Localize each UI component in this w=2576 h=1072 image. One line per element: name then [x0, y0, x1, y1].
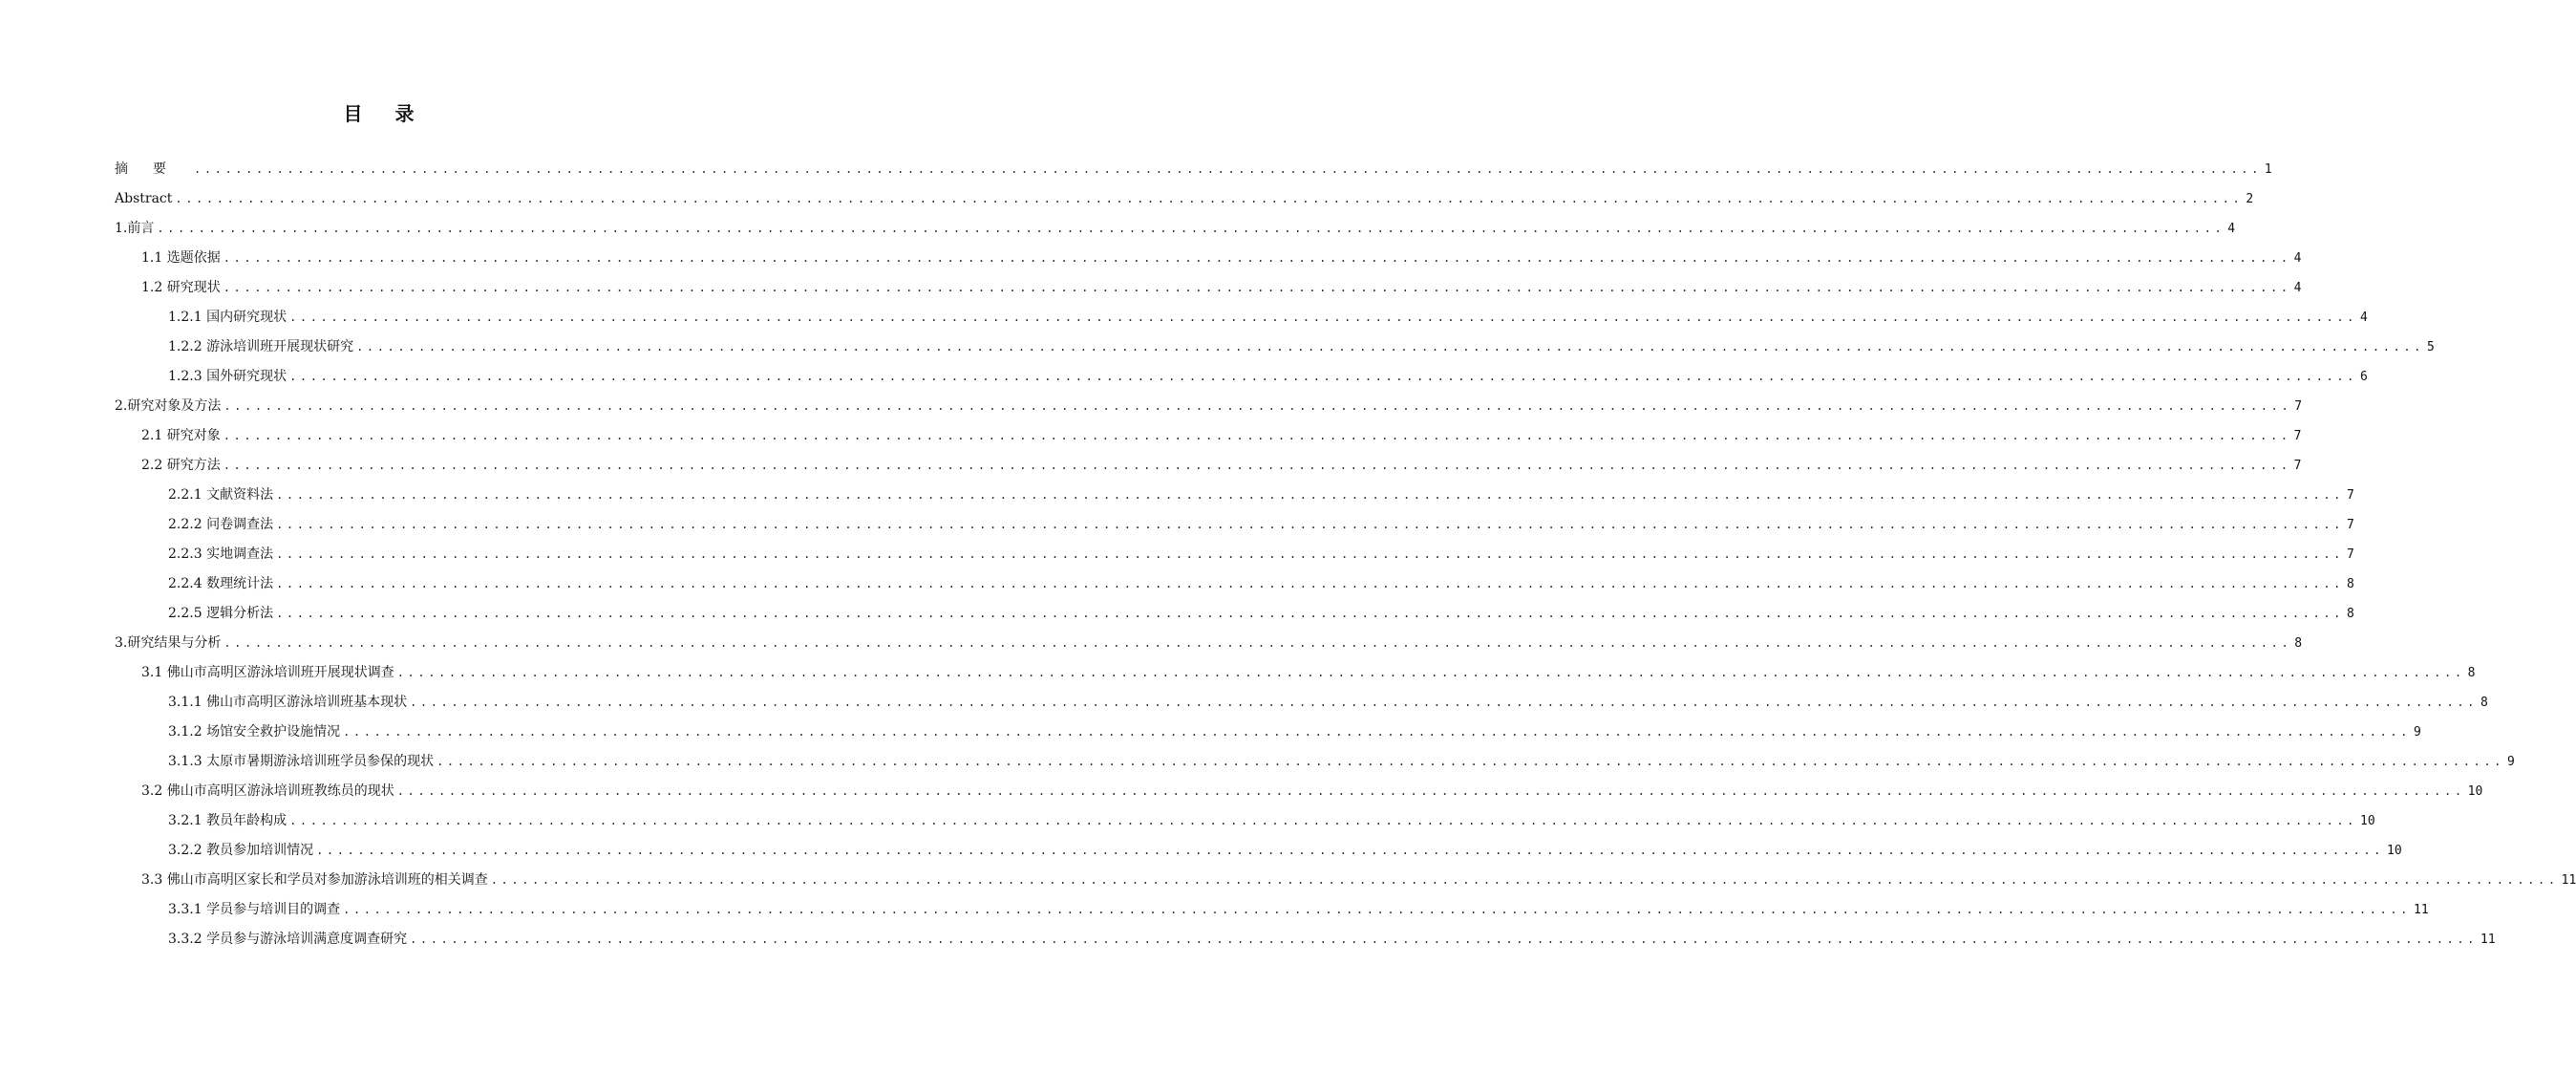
toc-entry-title: 1.2.1 国内研究现状 [168, 310, 287, 325]
toc-entry-title: 2.2.5 逻辑分析法 [168, 606, 274, 621]
toc-entry-title: 3.2.2 教员参加培训情况 [168, 843, 314, 858]
toc-entry-title: 2.2.2 问卷调查法 [168, 517, 274, 532]
toc-entry [115, 629, 2303, 658]
toc-entry-page: 7 [2347, 518, 2354, 532]
toc-entry [115, 747, 2515, 777]
toc-entry [115, 184, 2254, 214]
toc-entry [115, 806, 2375, 836]
toc-entry-title: 1.1 选题依据 [141, 250, 221, 266]
toc-entry-title: 3.3 佛山市高明区家长和学员对参加游泳培训班的相关调查 [141, 872, 488, 888]
toc-dot-leader: ........................................................................................................................................................................................................ [276, 518, 2344, 531]
toc-entry-page: 1 [2264, 162, 2272, 177]
toc-entry-page: 11 [2480, 933, 2496, 947]
toc-entry-page: 8 [2467, 666, 2476, 680]
toc-entry-page: 4 [2227, 222, 2236, 236]
toc-dot-leader: ........................................................................................................................................................................................................ [410, 933, 2478, 946]
toc-entry [115, 510, 2354, 540]
toc-entry-page: 8 [2480, 696, 2488, 710]
toc-entry-title: 1.2.3 国外研究现状 [168, 369, 287, 384]
toc-entry-title: 3.2.1 教员年龄构成 [168, 813, 287, 828]
toc-dot-leader: ........................................................................................................................................................................................................ [276, 488, 2344, 502]
toc-entry [115, 244, 2302, 273]
toc-entry [115, 273, 2302, 303]
toc-entry-page: 5 [2427, 340, 2435, 354]
toc-entry-page: 7 [2347, 547, 2354, 562]
toc-dot-leader: ........................................................................................................................................................................................................ [223, 429, 2291, 442]
toc-entry-title: 3.2 佛山市高明区游泳培训班教练员的现状 [141, 783, 394, 799]
toc-entry-page: 7 [2293, 459, 2302, 473]
toc-entry-page: 8 [2347, 577, 2354, 591]
toc-entry-page: 4 [2360, 311, 2368, 325]
toc-dot-leader: ........................................................................................................................................................................................................ [396, 666, 2465, 679]
toc-dot-leader: ........................................................................................................................................................................................................ [356, 340, 2424, 354]
toc-entry-page: 9 [2414, 725, 2421, 740]
toc-entry-page: 10 [2467, 784, 2483, 799]
toc-entry-title: 2.研究对象及方法 [115, 398, 222, 414]
toc-entry-title: 3.3.1 学员参与培训目的调查 [168, 902, 341, 917]
toc-entry [115, 214, 2236, 244]
toc-entry-page: 9 [2507, 755, 2515, 769]
toc-entry-page: 8 [2294, 636, 2303, 651]
toc-entry [115, 451, 2302, 481]
toc-entry-title: 摘要 [115, 161, 191, 177]
toc-entry-title: 2.2 研究方法 [141, 458, 221, 473]
toc-dot-leader: ........................................................................................................................................................................................................ [276, 577, 2344, 590]
toc-entry-page: 4 [2293, 251, 2302, 266]
toc-entry-page: 11 [2414, 903, 2429, 917]
toc-entry-page: 7 [2347, 488, 2354, 503]
toc-entry-title: 3.3.2 学员参与游泳培训满意度调查研究 [168, 932, 408, 947]
toc-dot-leader: ........................................................................................................................................................................................................ [289, 370, 2357, 383]
toc-dot-leader: ........................................................................................................................................................................................................ [276, 547, 2344, 561]
toc-entry [115, 332, 2435, 362]
toc-entry [115, 688, 2488, 718]
toc-dot-leader: ........................................................................................................................................................................................................ [289, 814, 2357, 827]
toc-entry [115, 777, 2483, 806]
toc-entry-page: 2 [2246, 192, 2254, 206]
table-of-contents [115, 155, 2576, 954]
toc-entry [115, 925, 2496, 954]
toc-entry [115, 421, 2302, 451]
toc-dot-leader: ........................................................................................................................................................................................................ [343, 725, 2411, 739]
toc-entry [115, 392, 2303, 421]
toc-entry-title: 3.1.3 太原市暑期游泳培训班学员参保的现状 [168, 754, 435, 769]
toc-entry [115, 481, 2354, 510]
toc-entry [115, 540, 2354, 569]
toc-entry-title: 1.2.2 游泳培训班开展现状研究 [168, 339, 354, 354]
toc-dot-leader: ........................................................................................................................................................................................................ [343, 903, 2411, 916]
toc-dot-leader: ........................................................................................................................................................................................................ [316, 844, 2384, 857]
toc-entry [115, 599, 2354, 629]
toc-dot-leader: ........................................................................................................................................................................................................ [224, 636, 2292, 650]
toc-entry-page: 10 [2360, 814, 2375, 828]
toc-dot-leader: ........................................................................................................................................................................................................ [157, 222, 2225, 235]
toc-entry-page: 6 [2360, 370, 2368, 384]
toc-entry-page: 4 [2293, 281, 2302, 295]
toc-dot-leader: ........................................................................................................................................................................................................ [396, 784, 2465, 798]
toc-dot-leader: ........................................................................................................................................................................................................ [289, 311, 2357, 324]
toc-entry [115, 866, 2576, 895]
toc-entry-title: 3.1.1 佛山市高明区游泳培训班基本现状 [168, 695, 408, 710]
toc-entry-page: 11 [2561, 873, 2576, 888]
toc-entry-title: 2.2.4 数理统计法 [168, 576, 274, 591]
toc-entry [115, 836, 2402, 866]
toc-dot-leader: ........................................................................................................................................................................................................ [410, 696, 2478, 709]
toc-entry [115, 303, 2368, 332]
toc-entry-title: Abstract [115, 191, 173, 206]
toc-dot-leader: ........................................................................................................................................................................................................ [223, 251, 2291, 265]
toc-entry [115, 362, 2368, 392]
toc-entry-page: 7 [2293, 429, 2302, 443]
toc-dot-leader: ........................................................................................................................................................................................................ [223, 459, 2291, 472]
toc-dot-leader: ........................................................................................................................................................................................................ [490, 873, 2559, 887]
toc-entry [115, 718, 2421, 747]
toc-entry-title: 2.2.3 实地调查法 [168, 547, 274, 562]
toc-entry-title: 2.2.1 文献资料法 [168, 487, 274, 503]
toc-entry-page: 7 [2294, 399, 2303, 414]
toc-entry-page: 8 [2347, 607, 2354, 621]
toc-entry [115, 658, 2476, 688]
toc-dot-leader: ........................................................................................................................................................................................................ [436, 755, 2504, 768]
toc-entry-title: 2.1 研究对象 [141, 428, 221, 443]
toc-dot-leader: ........................................................................................................................................................................................................ [175, 192, 2244, 205]
toc-entry-title: 3.1.2 场馆安全救护设施情况 [168, 724, 341, 740]
toc-entry-title: 3.1 佛山市高明区游泳培训班开展现状调查 [141, 665, 394, 680]
toc-entry [115, 569, 2354, 599]
page-title: 目录 [343, 102, 447, 125]
toc-dot-leader: ........................................................................................................................................................................................................ [276, 607, 2344, 620]
toc-entry [115, 155, 2272, 184]
toc-entry-title: 1.前言 [115, 221, 155, 236]
toc-dot-leader: ........................................................................................................................................................................................................ [223, 281, 2291, 294]
toc-entry-page: 10 [2387, 844, 2402, 858]
toc-entry [115, 895, 2429, 925]
toc-dot-leader: ........................................................................................................................................................................................................ [224, 399, 2292, 413]
toc-dot-leader: ........................................................................................................................................................................................................ [194, 162, 2262, 176]
toc-entry-title: 3.研究结果与分析 [115, 635, 222, 651]
toc-entry-title: 1.2 研究现状 [141, 280, 221, 295]
